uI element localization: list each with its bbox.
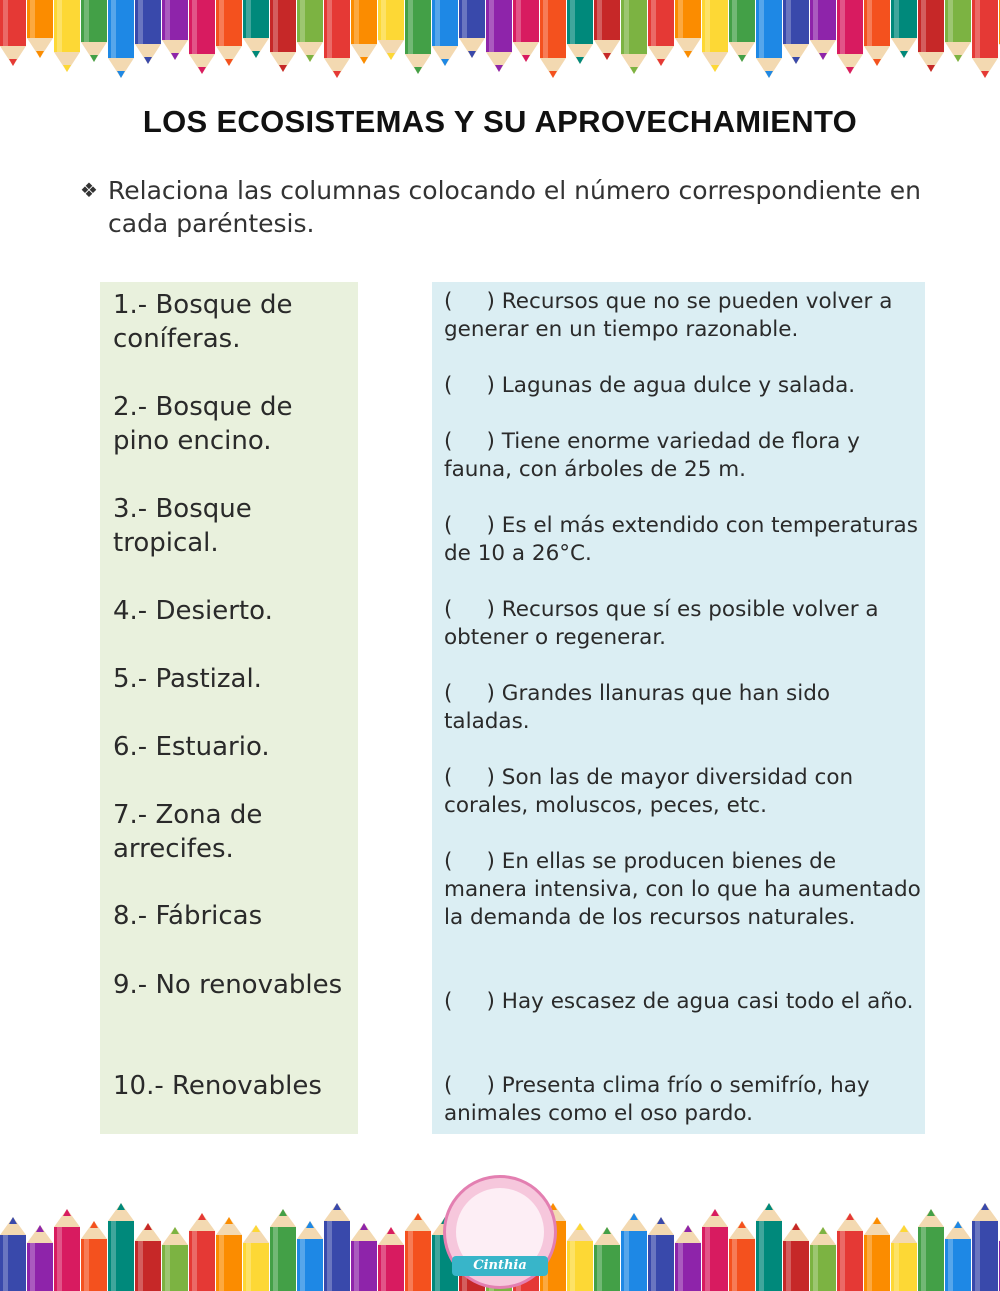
logo-name: Cinthia — [452, 1256, 548, 1276]
pencil-border-icon — [0, 0, 1000, 82]
instruction — [80, 174, 950, 240]
description-item — [444, 1072, 922, 1128]
answer-blank[interactable]: ( ) — [444, 849, 495, 874]
ecosystem-item: 9.- No renovables — [113, 970, 343, 1000]
description-item — [444, 512, 922, 568]
description-text: Son las de mayor diversidad con corales, moluscos, peces, etc. — [444, 765, 854, 818]
answer-blank[interactable]: ( ) — [444, 513, 495, 538]
ecosystem-item: 10.- Renovables — [113, 1071, 322, 1101]
description-text: Presenta clima frío o semifrío, hay animales como el oso pardo. — [444, 1073, 870, 1126]
ecosystems-column — [100, 282, 358, 1134]
description-item — [444, 848, 922, 932]
ecosystem-item: 5.- Pastizal. — [113, 664, 262, 694]
description-text: En ellas se producen bienes de manera intensiva, con lo que ha aumentado la demanda de los recursos naturales. — [444, 849, 921, 930]
page-title: LOS ECOSISTEMAS Y SU APROVECHAMIENTO — [142, 104, 858, 139]
answer-blank[interactable]: ( ) — [444, 989, 495, 1014]
ecosystem-item: 6.- Estuario. — [113, 732, 270, 762]
ecosystem-item: 4.- Desierto. — [113, 596, 273, 626]
description-item — [444, 764, 922, 820]
teacher-logo — [443, 1175, 557, 1289]
ecosystem-item: 2.- Bosque de pino encino. — [113, 392, 293, 456]
description-text: Hay escasez de agua casi todo el año. — [501, 989, 914, 1014]
description-item — [444, 428, 922, 484]
descriptions-column — [432, 282, 925, 1134]
answer-blank[interactable]: ( ) — [444, 765, 495, 790]
description-text: Es el más extendido con temperaturas de 10 a 26°C. — [444, 513, 918, 566]
description-text: Tiene enorme variedad de flora y fauna, con árboles de 25 m. — [444, 429, 860, 482]
description-item — [444, 988, 922, 1016]
description-item — [444, 680, 922, 736]
answer-blank[interactable]: ( ) — [444, 1073, 495, 1098]
answer-blank[interactable]: ( ) — [444, 597, 495, 622]
description-item — [444, 596, 922, 652]
description-item — [444, 372, 922, 400]
ecosystem-item: 7.- Zona de arrecifes. — [113, 800, 263, 864]
ecosystem-item: 3.- Bosque tropical. — [113, 494, 252, 558]
description-text: Lagunas de agua dulce y salada. — [501, 373, 856, 398]
diamond-bullet-icon: ❖ — [80, 178, 98, 202]
top-pencil-border — [0, 0, 1000, 82]
description-text: Recursos que sí es posible volver a obtener o regenerar. — [444, 597, 879, 650]
answer-blank[interactable]: ( ) — [444, 289, 495, 314]
answer-blank[interactable]: ( ) — [444, 429, 495, 454]
ecosystem-item: 1.- Bosque de coníferas. — [113, 290, 293, 354]
description-text: Recursos que no se pueden volver a generar en un tiempo razonable. — [444, 289, 893, 342]
description-text: Grandes llanuras que han sido taladas. — [444, 681, 831, 734]
ecosystem-item: 8.- Fábricas — [113, 901, 263, 931]
instruction-text: Relaciona las columnas colocando el número correspondiente en cada paréntesis. — [108, 176, 921, 238]
description-item — [444, 288, 922, 344]
answer-blank[interactable]: ( ) — [444, 373, 495, 398]
answer-blank[interactable]: ( ) — [444, 681, 495, 706]
